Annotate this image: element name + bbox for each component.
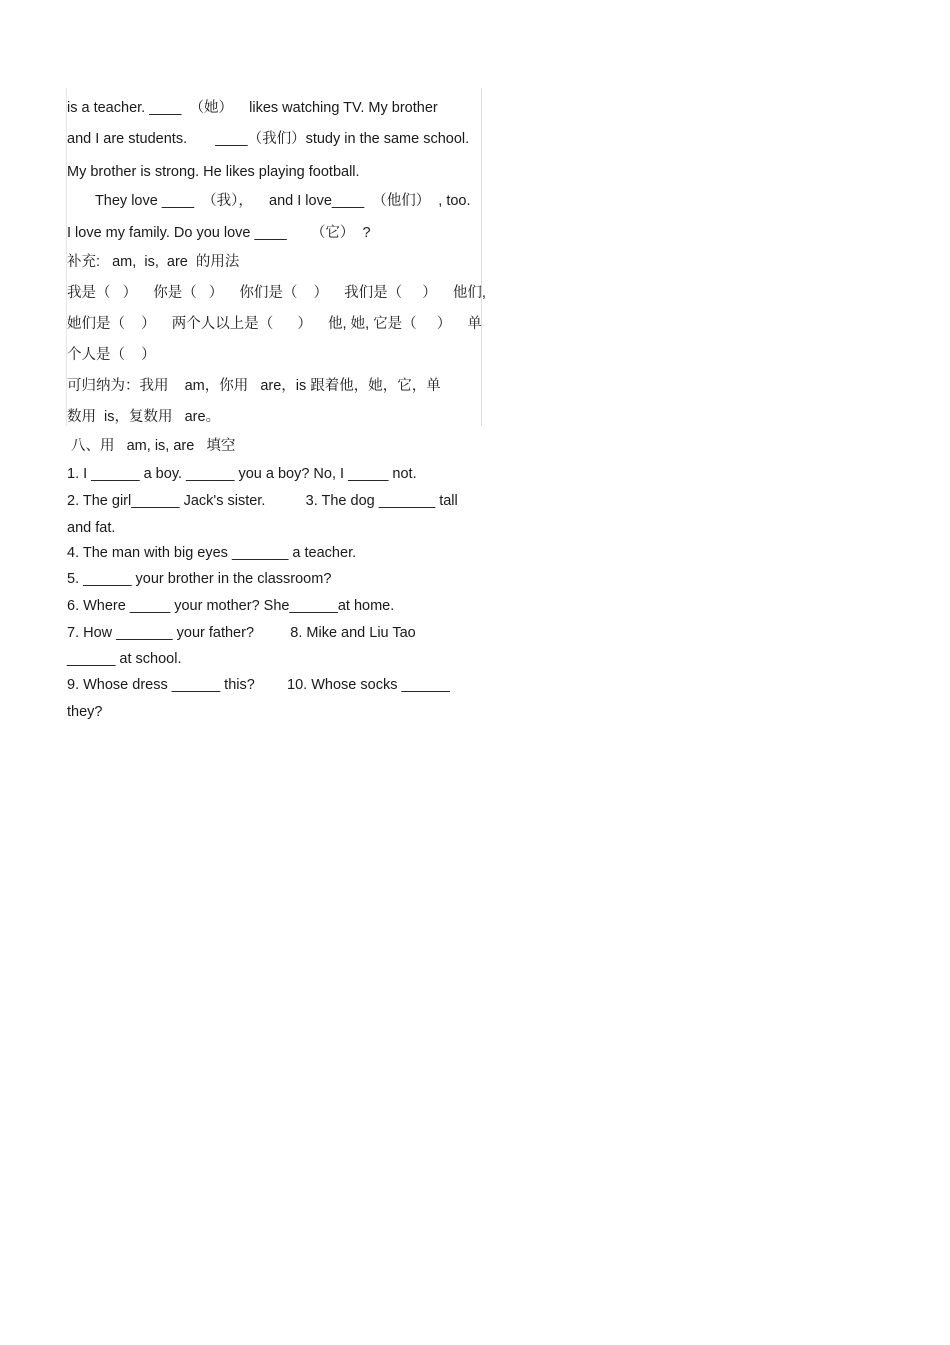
line-we-study: and I are students. ____（我们）study in the same school. xyxy=(67,131,470,147)
exercise-9-10: 9. Whose dress ______ this? 10. Whose socks ______ xyxy=(67,677,450,693)
exercise-8-cont: ______ at school. xyxy=(67,651,182,667)
supplement-line-1: 我是（ ） 你是（ ） 你们是（ ） 我们是（ ） 他们, xyxy=(67,285,486,301)
summary-line-1: 可归纳为：我用 am，你用 are，is 跟着他，她，它，单 xyxy=(67,378,441,394)
summary-line-2: 数用 is，复数用 are。 xyxy=(67,409,221,425)
supplement-line-3: 个人是（ ） xyxy=(67,347,156,363)
exercise-10-cont: they? xyxy=(67,704,103,720)
exercise-2-3: 2. The girl______ Jack's sister. 3. The dog _______ tall xyxy=(67,493,458,509)
section-eight-heading: 八、用 am, is, are 填空 xyxy=(67,438,236,454)
exercise-4: 4. The man with big eyes _______ a teacher. xyxy=(67,545,357,561)
supplement-line-2: 她们是（ ） 两个人以上是（ ） 他, 她, 它是（ ） 单 xyxy=(67,316,482,332)
exercise-3-cont: and fat. xyxy=(67,520,116,536)
line-brother-strong: My brother is strong. He likes playing football. xyxy=(67,164,360,180)
exercise-7-8: 7. How _______ your father? 8. Mike and Liu Tao xyxy=(67,625,416,641)
exercise-1: 1. I ______ a boy. ______ you a boy? No, I _____ not. xyxy=(67,466,417,482)
exercise-5: 5. ______ your brother in the classroom? xyxy=(67,571,332,587)
line-love-family: I love my family. Do you love ____ （它） ? xyxy=(67,225,371,241)
text-box-right-border xyxy=(481,88,482,426)
supplement-heading: 补充: am, is, are 的用法 xyxy=(67,254,240,270)
exercise-6: 6. Where _____ your mother? She______at home. xyxy=(67,598,395,614)
line-she-is-teacher: is a teacher. ____ （她） likes watching TV. My brother xyxy=(67,100,438,116)
line-they-love: They love ____ （我）， and I love____ （他们） , too. xyxy=(67,193,471,209)
